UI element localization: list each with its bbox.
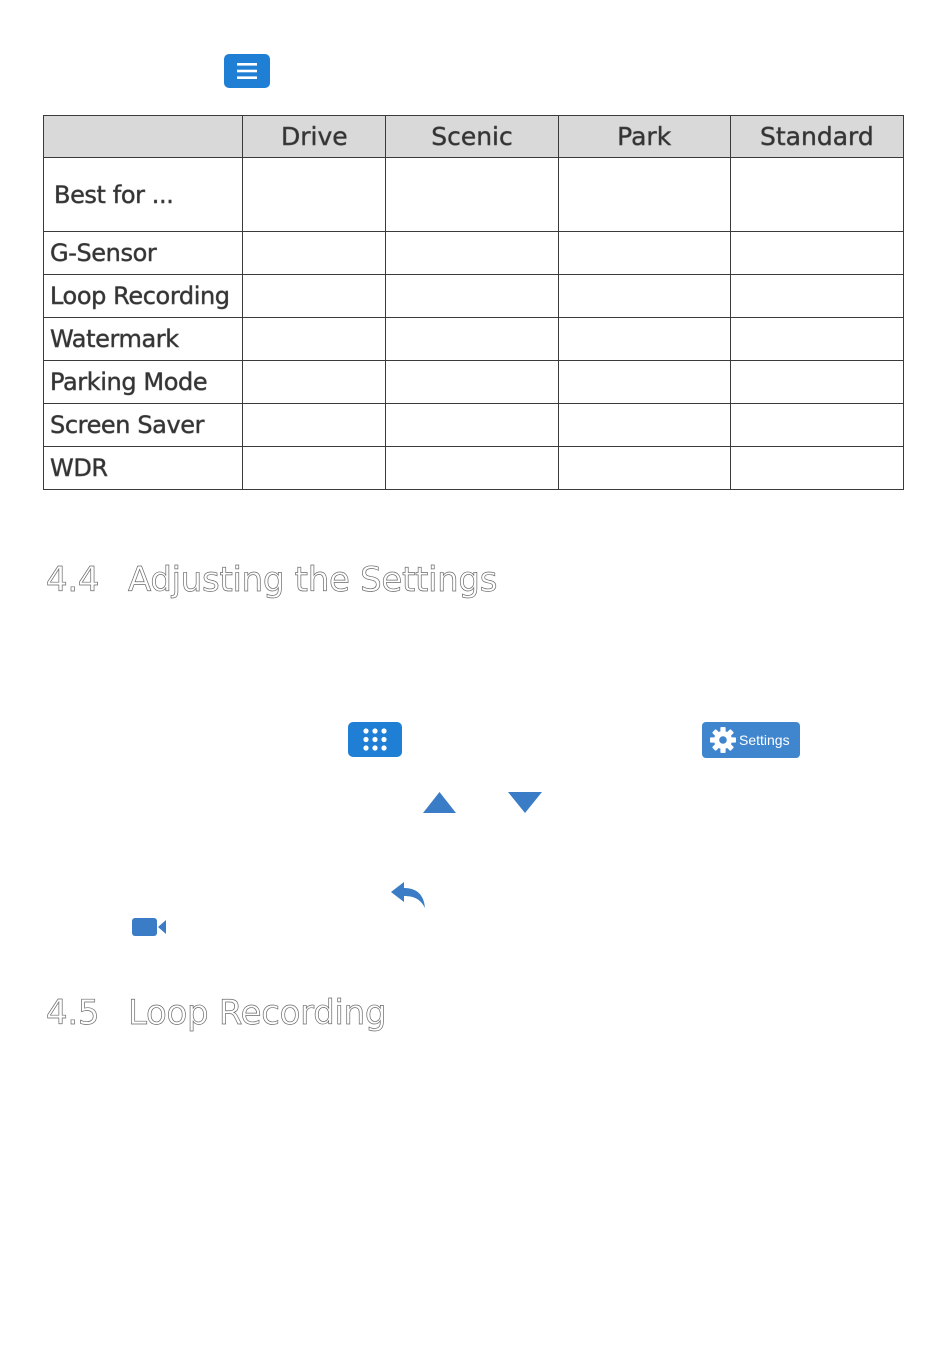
- back-icon[interactable]: [389, 880, 429, 910]
- column-header-blank: [44, 116, 243, 158]
- table-row: [44, 232, 904, 275]
- section-number: 4.4: [46, 560, 100, 600]
- table-cell: [243, 275, 386, 318]
- table-cell: [558, 361, 730, 404]
- table-cell: [386, 361, 558, 404]
- table-row: [44, 275, 904, 318]
- apps-grid-icon: [348, 722, 402, 757]
- video-camera-icon: [131, 916, 167, 938]
- arrow-down-icon[interactable]: [507, 791, 543, 815]
- section-title: Adjusting the Settings: [128, 560, 498, 600]
- row-label-wdr: WDR: [44, 447, 243, 490]
- table-cell: [386, 447, 558, 490]
- table-row: [44, 447, 904, 490]
- table-cell: [243, 361, 386, 404]
- column-header-drive: Drive: [243, 116, 386, 158]
- table-row: [44, 404, 904, 447]
- table-row: [44, 318, 904, 361]
- table-cell: [243, 158, 386, 232]
- section-title: Loop Recording: [128, 993, 387, 1033]
- table-cell: [386, 158, 558, 232]
- column-header-scenic: Scenic: [386, 116, 558, 158]
- row-label-g-sensor: G-Sensor: [44, 232, 243, 275]
- table-cell: [730, 361, 903, 404]
- table-cell: [558, 158, 730, 232]
- table-cell: [730, 275, 903, 318]
- hamburger-menu-icon: [237, 62, 257, 80]
- mode-table: [43, 115, 904, 490]
- table-cell: [558, 318, 730, 361]
- table-cell: [730, 158, 903, 232]
- settings-button[interactable]: [702, 722, 800, 758]
- row-label-watermark: Watermark: [44, 318, 243, 361]
- column-header-standard: Standard: [730, 116, 903, 158]
- section-heading-4-4: [46, 560, 497, 600]
- gear-icon: [709, 726, 737, 754]
- table-cell: [243, 232, 386, 275]
- table-cell: [386, 275, 558, 318]
- table-cell: [243, 404, 386, 447]
- table-cell: [558, 404, 730, 447]
- apps-button[interactable]: [348, 722, 402, 757]
- row-label-parking-mode: Parking Mode: [44, 361, 243, 404]
- table-cell: [243, 447, 386, 490]
- table-cell: [730, 232, 903, 275]
- table-header-row: [44, 116, 904, 158]
- arrow-up-icon[interactable]: [422, 791, 457, 815]
- section-number: 4.5: [46, 993, 100, 1033]
- row-label-best-for: Best for ...: [44, 158, 243, 232]
- table-cell: [558, 275, 730, 318]
- table-cell: [730, 404, 903, 447]
- table-cell: [558, 447, 730, 490]
- table-cell: [386, 404, 558, 447]
- row-label-loop-recording: Loop Recording: [44, 275, 243, 318]
- table-cell: [730, 318, 903, 361]
- table-cell: [386, 318, 558, 361]
- section-heading-4-5: [46, 993, 386, 1033]
- table-row: [44, 158, 904, 232]
- row-label-screen-saver: Screen Saver: [44, 404, 243, 447]
- table-row: [44, 361, 904, 404]
- settings-button-label: Settings: [739, 732, 790, 748]
- table-cell: [386, 232, 558, 275]
- menu-button[interactable]: [224, 54, 270, 88]
- table-cell: [243, 318, 386, 361]
- table-cell: [558, 232, 730, 275]
- column-header-park: Park: [558, 116, 730, 158]
- table-cell: [730, 447, 903, 490]
